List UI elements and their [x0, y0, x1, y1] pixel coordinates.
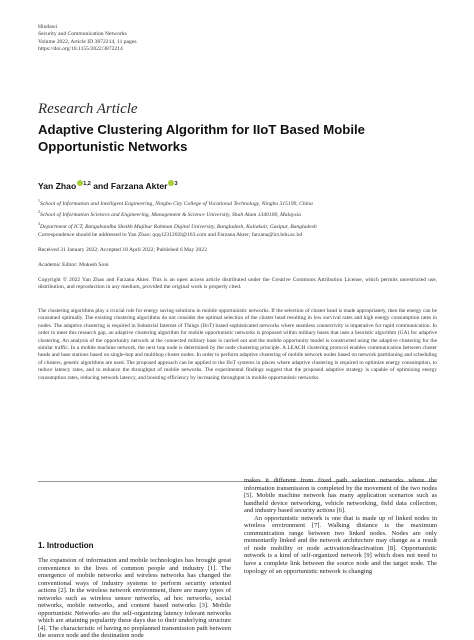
volume-info: Volume 2022, Article ID 3872214, 11 pages [38, 38, 137, 45]
affiliation-item [38, 197, 317, 208]
section-title: 1. Introduction [38, 541, 94, 550]
affiliation-marker: 2 [38, 209, 40, 215]
journal-header [38, 24, 137, 54]
journal-name: Security and Communication Networks [38, 31, 127, 38]
publisher-name: Hindawi [38, 24, 58, 30]
affiliation-marker: 1 [38, 198, 40, 203]
author-affiliation-marker: 1,2 [83, 181, 91, 188]
paper-title: Adaptive Clustering Algorithm for IIoT Based Mobile Opportunistic Networks [38, 122, 366, 154]
affiliation-text: School of Information Sciences and Engineering, Management & Science University, Shah Alam 1340100, Malaysia [40, 212, 301, 219]
author-line [38, 180, 178, 191]
affiliation-marker: 3 [38, 220, 40, 226]
author-affiliation-marker: 3 [174, 181, 178, 188]
publication-dates: Received 31 January 2022; Accepted 18 April 2022; Published 6 May 2022 [38, 247, 207, 253]
body-column-right [244, 477, 437, 575]
abstract: The clustering algorithms play a crucial role for energy saving solutions in mobile opportunistic networks. If the selection of cluster head is made appropriately, then the energy can be consumed optimally. The existing clustering algorithms do not consider the optimal selection of the cluster head resulting in low survival rates and high energy consumption rates in nodes. The adaptive clustering is required in Industrial Internet of Things (IIoT) based sophisticated networks where seamless connectivity is imperative for rapid communication. In order to meet this research gap, an adaptive clustering algorithm for mobile opportunistic networks is proposed within military bases that uses a heuristic algorithm (GA) for adaptive clustering. An analysis of the opportunity network at the connected military base is carried out and the mobile opportunity model is constructed using the adaptive clustering for the similar traffic. In a mobile machine network, the next hop node is determined by the node clustering principle. A LEACH clustering protocol enables communication between cluster heads and base stations based on single-hop and multihop cluster nodes. In order to perform adaptive clustering of mobile network nodes based on network partitioning and scheduling of clusters, genetic algorithms are used. The proposed approach can be applied to the IIoT systems in places where adaptive clustering is required to optimize energy consumption, to reduce latency rates, and to enhance the throughput of mobile networks. The experimental findings suggest that the proposed adaptive strategy is capable of optimizing energy consumption rates, reducing network latency, and boosting efficiency by increasing throughput in mobile opportunistic networks. [38, 308, 437, 381]
affiliation-item [38, 220, 317, 231]
affiliations [38, 197, 317, 231]
article-type: Research Article [38, 101, 138, 117]
author-name[interactable]: Yan Zhao [38, 181, 77, 191]
correspondence: Correspondence should be addressed to Yan Zhao; qqq1231202l@163.com and Farzana Akter; farzana@ict.bdu.ac.bd [38, 232, 303, 238]
copyright-notice: Copyright © 2022 Yan Zhao and Farzana Akter. This is an open access article distributed under the Creative Commons Attribution License, which permits unrestricted use, distribution, and reproduction in any medium, provided the original work is properly cited. [38, 277, 437, 291]
author-conjunction: and [90, 181, 111, 191]
affiliation-item [38, 208, 317, 219]
author-name[interactable]: Farzana Akter [110, 181, 168, 191]
body-paragraph: makes it different from fixed path selection networks where the information transmission is completed by the movement of the two nodes [5]. Mobile machine network has many application scenarios such as handheld device networking, vehicle networking, field data collection, and industry based security actions [6]. [244, 477, 437, 515]
body-paragraph: An opportunistic network is one that is made up of linked nodes in wireless environment [7]. Walking distance is the maximum communication range between two linked nodes. Nodes are only momentarily linked and the network architecture may change as a result of node mobility or node activation/deactivation [8]. Opportunistic network is a kind of self-organized network [9] which does not need to have a complete link between the source node and the target node. The topology of an opportunistic network is changing [244, 514, 437, 575]
academic-editor: Academic Editor: Mukesh Soni [38, 262, 109, 268]
doi-link[interactable]: https://doi.org/10.1155/2022/3872214 [38, 46, 123, 53]
affiliation-text: Department of ICT, Bangabandhu Sheikh Mujibur Rahman Digital University, Bangladesh, Kaliakair, Gazipur, Bangladesh [40, 223, 317, 230]
body-column-left: The expansion of information and mobile technologies has brought great convenience to the lives of common people and industry [1]. The emergence of mobile networks and wireless networks has changed the conventional ways of industry systems to perform security oriented actions [2]. In the wireless network environment, there are many types of networks such as wireless sensor networks, ad hoc networks, social networks, mobile networks, and content based networks [3]. Mobile opportunistic Networks are the self-organizing latency tolerant networks which are attaining popularity these days due to their underlying structure [4]. The characteristic of having no preplanned transmission path between the source node and the destination node [38, 557, 231, 640]
affiliation-text: School of Information and Intelligent Engineering, Ningbo City College of Vocational Technology, Ningbo 315199, China [40, 200, 313, 207]
